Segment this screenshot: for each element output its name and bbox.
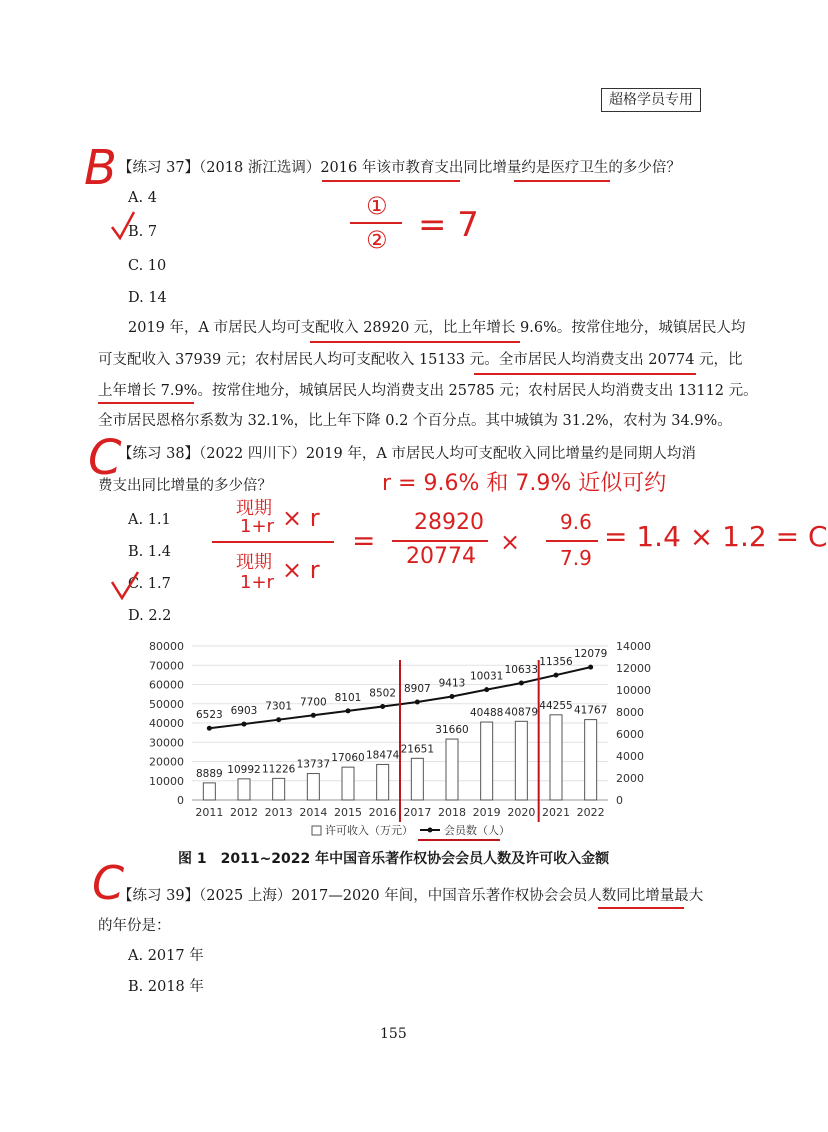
y-right-tick-label: 14000 xyxy=(616,640,651,653)
q38-option-c: C. 1.7 xyxy=(128,576,171,592)
q38-work-times: × xyxy=(500,528,521,556)
passage-line-1: 2019 年，A 市居民人均可支配收入 28920 元，比上年增长 9.6%。按常住地分，城镇居民人均 xyxy=(128,320,746,336)
line-value-label: 10633 xyxy=(504,664,539,677)
q38-work-xr-2: × r xyxy=(282,556,320,584)
line-value-label: 8907 xyxy=(403,683,431,696)
line-value-label: 7700 xyxy=(299,696,327,709)
q37-option-b: B. 7 xyxy=(128,224,158,240)
q38-work-f2-den: 1+r xyxy=(240,572,274,593)
q39-stem-line2: 的年份是： xyxy=(98,918,171,934)
q38-option-b: B. 1.4 xyxy=(128,544,171,560)
bar xyxy=(515,721,527,800)
bar xyxy=(446,739,458,800)
answer-mark-q39: C xyxy=(92,856,125,910)
line-point xyxy=(588,665,593,670)
bar-value-label: 41767 xyxy=(573,704,608,717)
bar-value-label: 11226 xyxy=(261,763,296,776)
member-only-tag: 超格学员专用 xyxy=(601,88,701,112)
x-tick-label: 2016 xyxy=(368,806,397,819)
q38-work-b-den: 7.9 xyxy=(560,546,592,570)
x-tick-label: 2017 xyxy=(403,806,432,819)
y-left-tick-label: 20000 xyxy=(149,755,184,769)
bar xyxy=(342,767,354,800)
bar-value-label: 8889 xyxy=(195,767,223,780)
bar xyxy=(550,715,562,800)
q38-stem-line2: 费支出同比增量的多少倍？ xyxy=(98,478,272,494)
q39-option-a: A. 2017 年 xyxy=(128,948,204,964)
line-point xyxy=(311,713,316,718)
line-point xyxy=(242,722,247,727)
bar-value-label: 44255 xyxy=(539,699,573,712)
y-right-tick-label: 12000 xyxy=(616,662,651,675)
legend-bar-label: 许可收入（万元） xyxy=(325,824,413,837)
q39-stem-line1: 【练习 39】（2025 上海）2017—2020 年间，中国音乐著作权协会会员人数同比增量最大 xyxy=(118,888,704,904)
q38-work-f2-num: 现期 xyxy=(236,552,272,573)
y-left-tick-label: 60000 xyxy=(149,678,184,692)
line-point xyxy=(484,687,489,692)
x-tick-label: 2019 xyxy=(472,806,501,819)
q37-underlines xyxy=(0,100,800,300)
bar-value-label: 31660 xyxy=(435,724,469,737)
x-tick-label: 2018 xyxy=(438,806,466,819)
q38-work-result: = 1.4 × 1.2 = C xyxy=(604,520,828,553)
q38-stem-line1: 【练习 38】（2022 四川下）2019 年，A 市居民人均可支配收入同比增量约是同期人均消 xyxy=(118,446,696,462)
y-right-tick-label: 0 xyxy=(616,794,623,807)
line-point xyxy=(415,700,420,705)
x-tick-label: 2022 xyxy=(576,806,605,819)
q38-work-a-bar xyxy=(392,540,488,542)
q38-work-a-num: 28920 xyxy=(414,510,484,535)
q37-work-result: = 7 xyxy=(418,205,479,245)
line-value-label: 12079 xyxy=(573,648,608,661)
q38-work-b-bar xyxy=(546,540,598,542)
bar xyxy=(203,783,215,800)
bar xyxy=(307,774,319,800)
y-right-tick-label: 6000 xyxy=(616,728,644,741)
q37-work-bar xyxy=(350,222,402,224)
q37-option-d: D. 14 xyxy=(128,290,167,306)
q38-work-xr-1: × r xyxy=(282,504,320,532)
passage-underlines xyxy=(0,320,800,440)
passage-line-3: 上年增长 7.9%。按常住地分，城镇居民人均消费支出 25785 元；农村居民人均消费支出 13112 元。 xyxy=(98,383,758,399)
answer-mark-q37: B xyxy=(84,140,117,196)
page-number: 155 xyxy=(380,1026,407,1042)
line-point xyxy=(554,673,559,678)
q37-stem: 【练习 37】（2018 浙江选调）2016 年该市教育支出同比增量约是医疗卫生的多少倍？ xyxy=(118,160,681,176)
y-left-tick-label: 70000 xyxy=(149,659,184,673)
q38-work-equals: = xyxy=(352,524,376,557)
bar xyxy=(411,758,423,800)
q37-option-c: C. 10 xyxy=(128,258,167,274)
y-left-tick-label: 50000 xyxy=(149,697,184,711)
line-value-label: 11356 xyxy=(539,656,573,669)
y-right-tick-label: 4000 xyxy=(616,750,644,763)
line-value-label: 9413 xyxy=(438,677,466,690)
bar xyxy=(481,722,493,800)
x-tick-label: 2015 xyxy=(334,806,362,819)
member-revenue-chart xyxy=(0,630,800,850)
bar-value-label: 13737 xyxy=(296,758,331,771)
line-point xyxy=(519,681,524,686)
bar-value-label: 18474 xyxy=(365,749,400,762)
y-left-tick-label: 30000 xyxy=(149,736,184,750)
line-value-label: 10031 xyxy=(469,670,504,683)
legend-bar-swatch xyxy=(312,826,321,835)
x-tick-label: 2020 xyxy=(507,806,536,819)
line-point xyxy=(450,694,455,699)
y-right-tick-label: 8000 xyxy=(616,706,644,719)
q37-work-numerator: ① xyxy=(366,192,388,220)
line-point xyxy=(276,717,281,722)
y-left-tick-label: 80000 xyxy=(149,640,184,653)
y-left-tick-label: 0 xyxy=(177,794,184,807)
line-point xyxy=(346,708,351,713)
q38-option-d: D. 2.2 xyxy=(128,608,172,624)
bar xyxy=(585,720,597,800)
bar xyxy=(238,779,250,800)
line-value-label: 7301 xyxy=(265,700,293,713)
q38-note: r = 9.6% 和 7.9% 近似可约 xyxy=(382,471,667,496)
y-left-tick-label: 40000 xyxy=(149,717,184,730)
bar-value-label: 10992 xyxy=(227,763,261,776)
x-tick-label: 2014 xyxy=(299,806,328,819)
q38-work-f1-num: 现期 xyxy=(236,498,272,519)
q38-checkmark xyxy=(108,568,168,608)
q37-work-denominator: ② xyxy=(366,226,388,254)
q39-option-b: B. 2018 年 xyxy=(128,979,204,995)
q38-work-main-bar xyxy=(212,541,334,543)
y-right-tick-label: 10000 xyxy=(616,684,651,697)
x-tick-label: 2013 xyxy=(264,806,293,819)
x-tick-label: 2021 xyxy=(542,806,570,819)
q38-work-a-den: 20774 xyxy=(406,544,476,569)
y-left-tick-label: 10000 xyxy=(149,774,184,788)
q38-option-a: A. 1.1 xyxy=(128,512,171,528)
line-point xyxy=(207,726,212,731)
bar-value-label: 17060 xyxy=(331,752,365,765)
line-value-label: 8101 xyxy=(334,691,362,704)
legend-line-marker xyxy=(428,828,433,833)
line-value-label: 6903 xyxy=(230,705,258,718)
passage-line-2: 可支配收入 37939 元；农村居民人均可支配收入 15133 元。全市居民人均消费支出 20774 元，比 xyxy=(98,352,743,368)
line-point xyxy=(380,704,385,709)
line-value-label: 8502 xyxy=(369,687,397,700)
bar-value-label: 40488 xyxy=(469,707,504,720)
q38-work-b-num: 9.6 xyxy=(560,510,592,534)
bar xyxy=(273,778,285,800)
bar-value-label: 40879 xyxy=(504,706,539,719)
bar-value-label: 21651 xyxy=(400,743,435,756)
bar xyxy=(377,764,389,800)
q38-work-f1-den: 1+r xyxy=(240,516,274,537)
chart-caption: 图 1 2011~2022 年中国音乐著作权协会会员人数及许可收入金额 xyxy=(178,851,610,867)
q37-option-a: A. 4 xyxy=(128,190,157,206)
answer-mark-q38: C xyxy=(88,430,122,486)
y-right-tick-label: 2000 xyxy=(616,772,644,785)
x-tick-label: 2012 xyxy=(230,806,258,819)
legend-line-label: 会员数（人） xyxy=(444,824,510,837)
q39-underline xyxy=(0,900,800,920)
x-tick-label: 2011 xyxy=(195,806,224,819)
passage-line-4: 全市居民恩格尔系数为 32.1%，比上年下降 0.2 个百分点。其中城镇为 31.2%，农村为 34.9%。 xyxy=(98,413,732,429)
line-value-label: 6523 xyxy=(195,709,223,722)
